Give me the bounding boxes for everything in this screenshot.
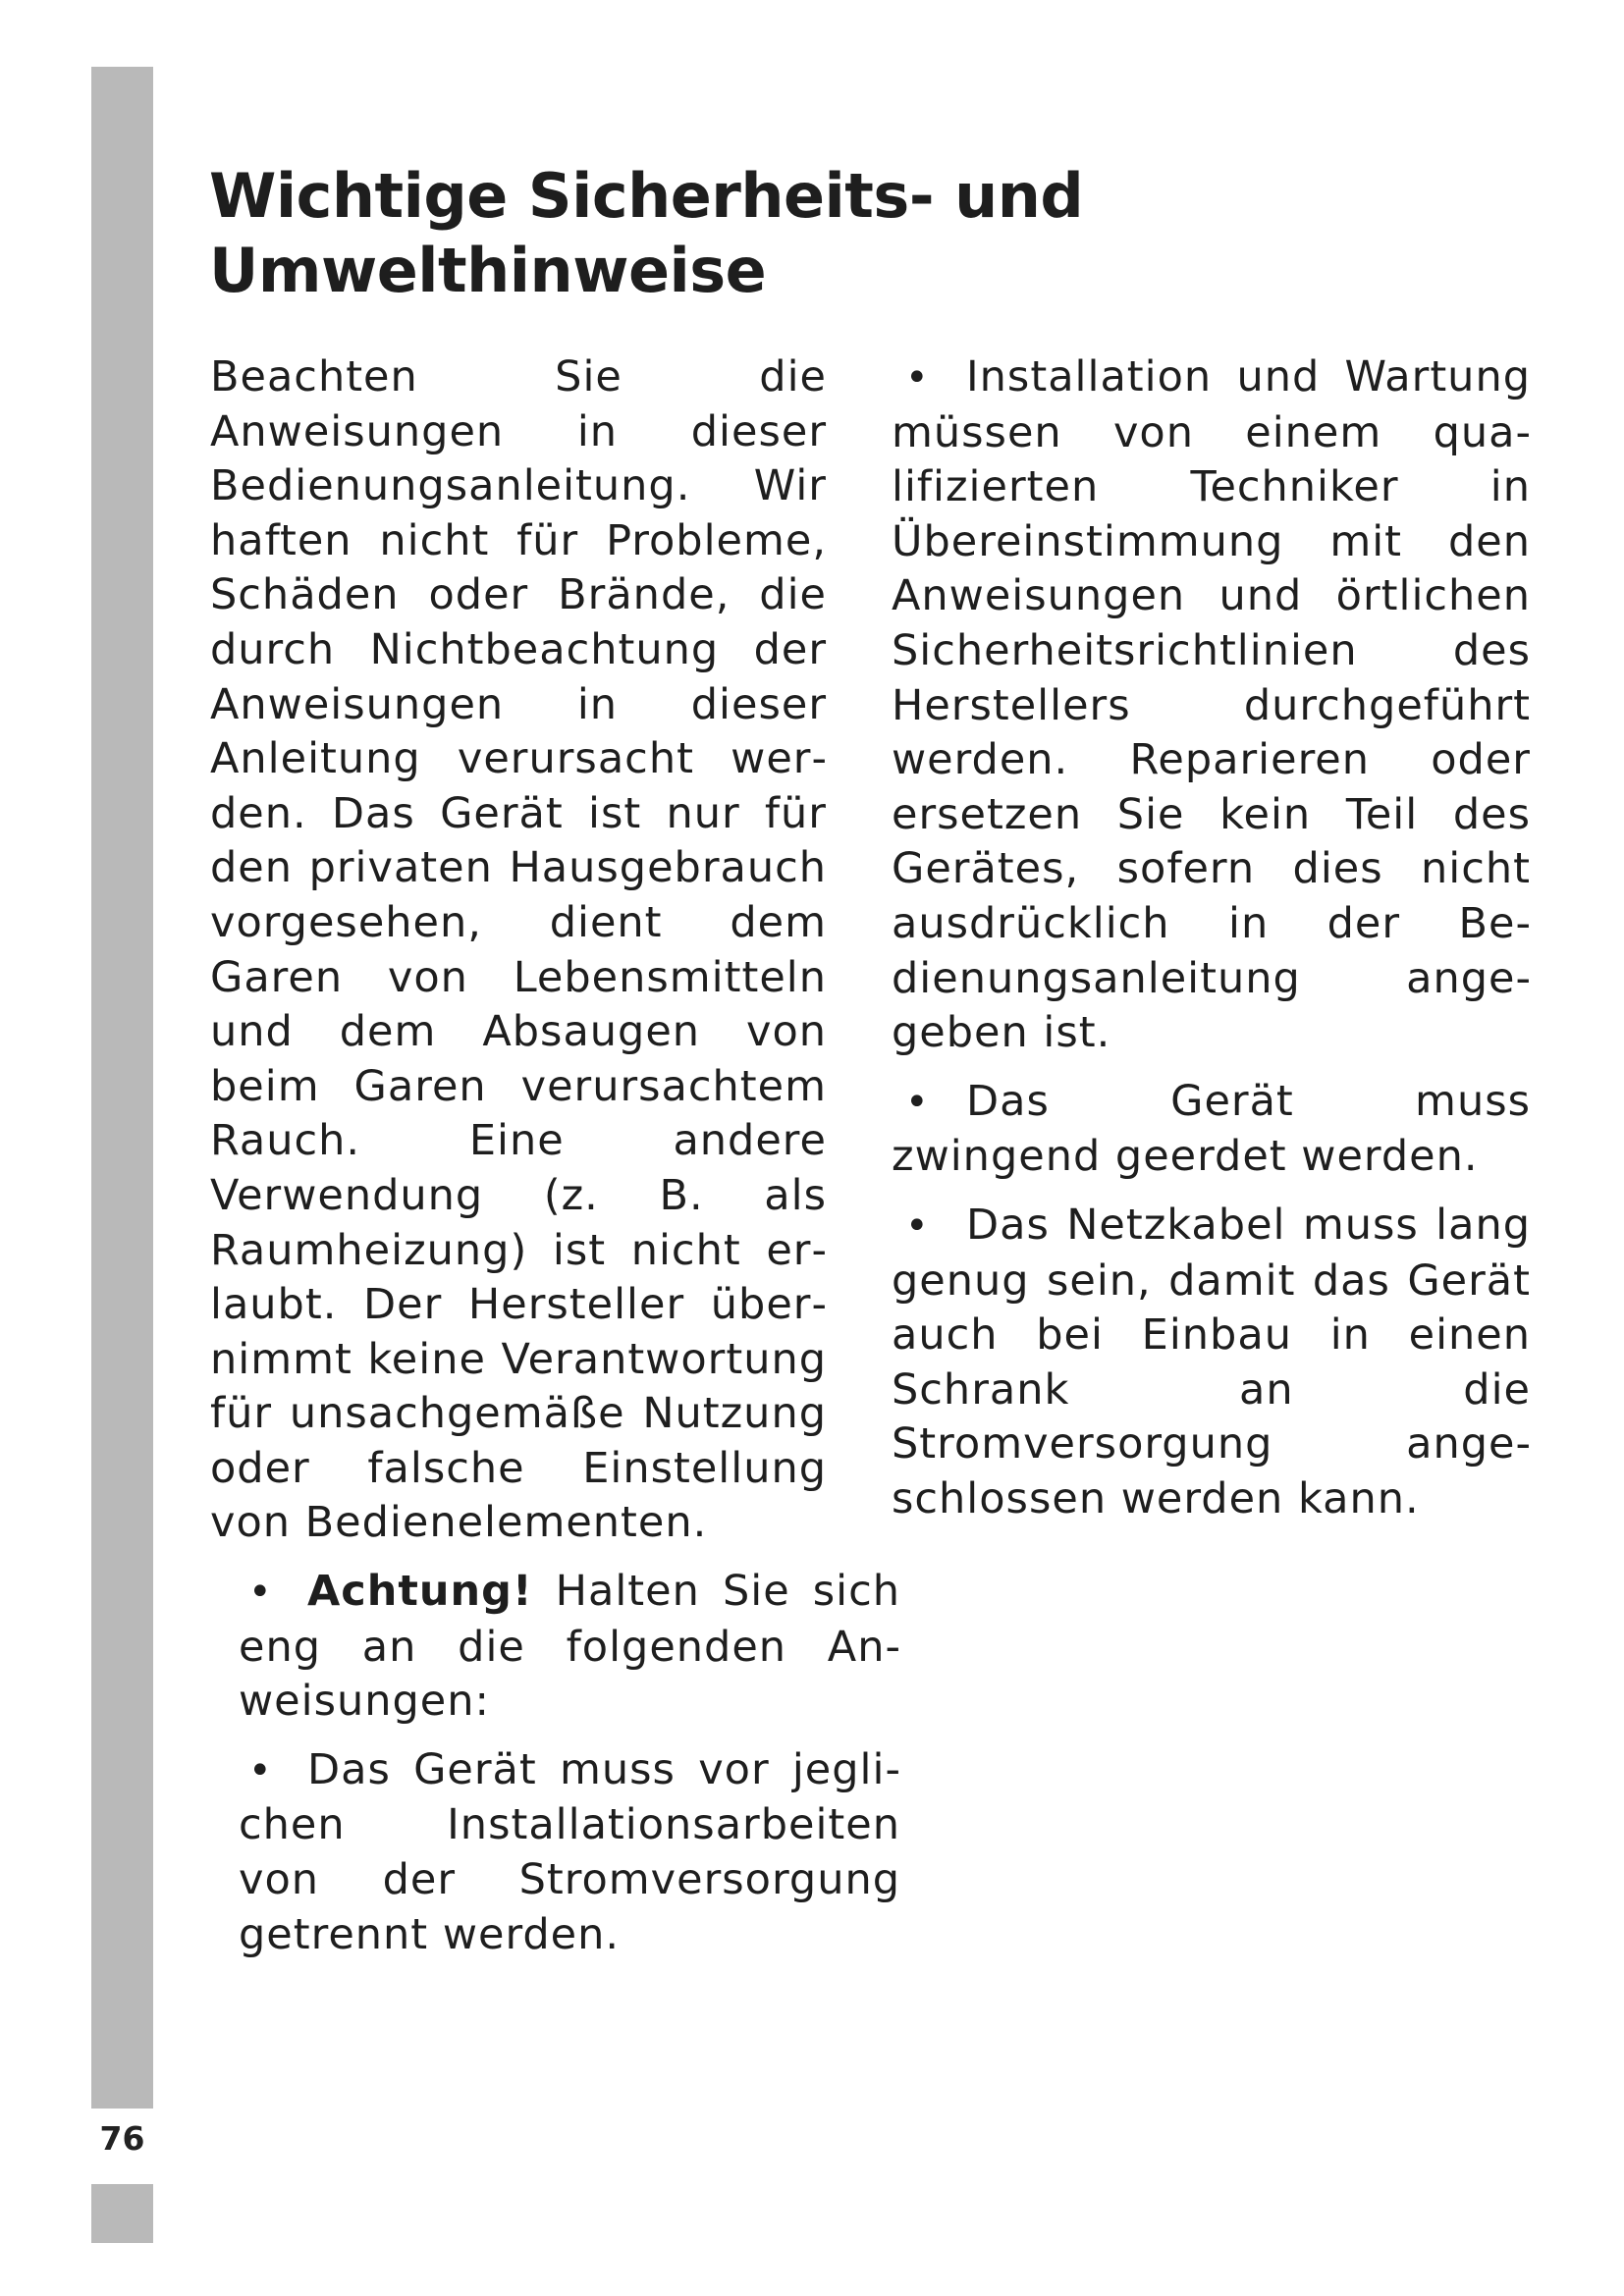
grounding-text: Das Gerät muss zwingend geerdet werden.: [892, 1076, 1531, 1182]
page-title-line-1: Wichtige Sicherheits- und: [209, 160, 1084, 232]
bullet-icon: •: [905, 1202, 930, 1249]
list-item-grounding: [892, 1075, 1531, 1185]
bullet-icon: •: [905, 355, 930, 400]
right-bullet-list: [892, 350, 1531, 1526]
page-number: 76: [99, 2118, 145, 2158]
page-title-line-2: Umwelthinweise: [209, 235, 767, 306]
bullet-icon: •: [905, 1079, 930, 1125]
bullet-icon: •: [248, 1570, 273, 1616]
side-margin-block: [91, 2184, 153, 2243]
cable-text: Das Netzkabel muss lang genug sein, damit das Gerät auch bei Einbau in einen Schrank an die Stromversorgung angeschlossen werden kann.: [892, 1200, 1531, 1523]
page-title: [209, 159, 1191, 308]
list-item-disconnect: [239, 1743, 900, 1962]
intro-paragraph: Beachten Sie die Anweisungen in dieser Bedienungsanleitung. Wir haften nicht für Probleme, Schäden oder Brände, die durch Nichtbeachtung der Anweisungen in dieser Anleitung verursacht werden. Das Gerät ist nur für den privaten Hausgebrauch vorgesehen, dient dem Garen von Lebensmitteln und dem Absaugen von beim Garen verursachtem Rauch. Eine andere Verwendung (z. B. als Raumheizung) ist nicht erlaubt. Der Hersteller übernimmt keine Verantwortung für unsachgemäße Nutzung oder falsche Einstellung von Bedienelementen.: [210, 352, 827, 1548]
left-bullet-list: [239, 1565, 900, 1962]
disconnect-text: Das Gerät muss vor jeglichen Installationsarbeiten von der Stromversorgung getrennt werden.: [239, 1744, 900, 1959]
list-item-cable: [892, 1199, 1531, 1527]
left-column: [210, 350, 901, 1962]
warning-text: Halten Sie sich eng an die folgenden Anweisungen:: [239, 1567, 901, 1727]
right-column: [892, 350, 1531, 1526]
warning-label: Achtung!: [307, 1567, 533, 1617]
list-item-warning: [239, 1565, 900, 1730]
bullet-icon: •: [248, 1747, 273, 1793]
installation-text: Installation und Wartung müssen von einem qualifizierten Techniker in Übereinstimmung mit den Anweisungen und örtlichen Sicherheitsrichtlinien des Herstellers durchgeführt werden. Reparieren oder ersetzen Sie kein Teil des Gerätes, sofern dies nicht ausdrücklich in der Bedienungsanleitung angegeben ist.: [892, 352, 1531, 1058]
side-margin-bar: [91, 67, 153, 2109]
list-item-installation: [892, 350, 1531, 1061]
